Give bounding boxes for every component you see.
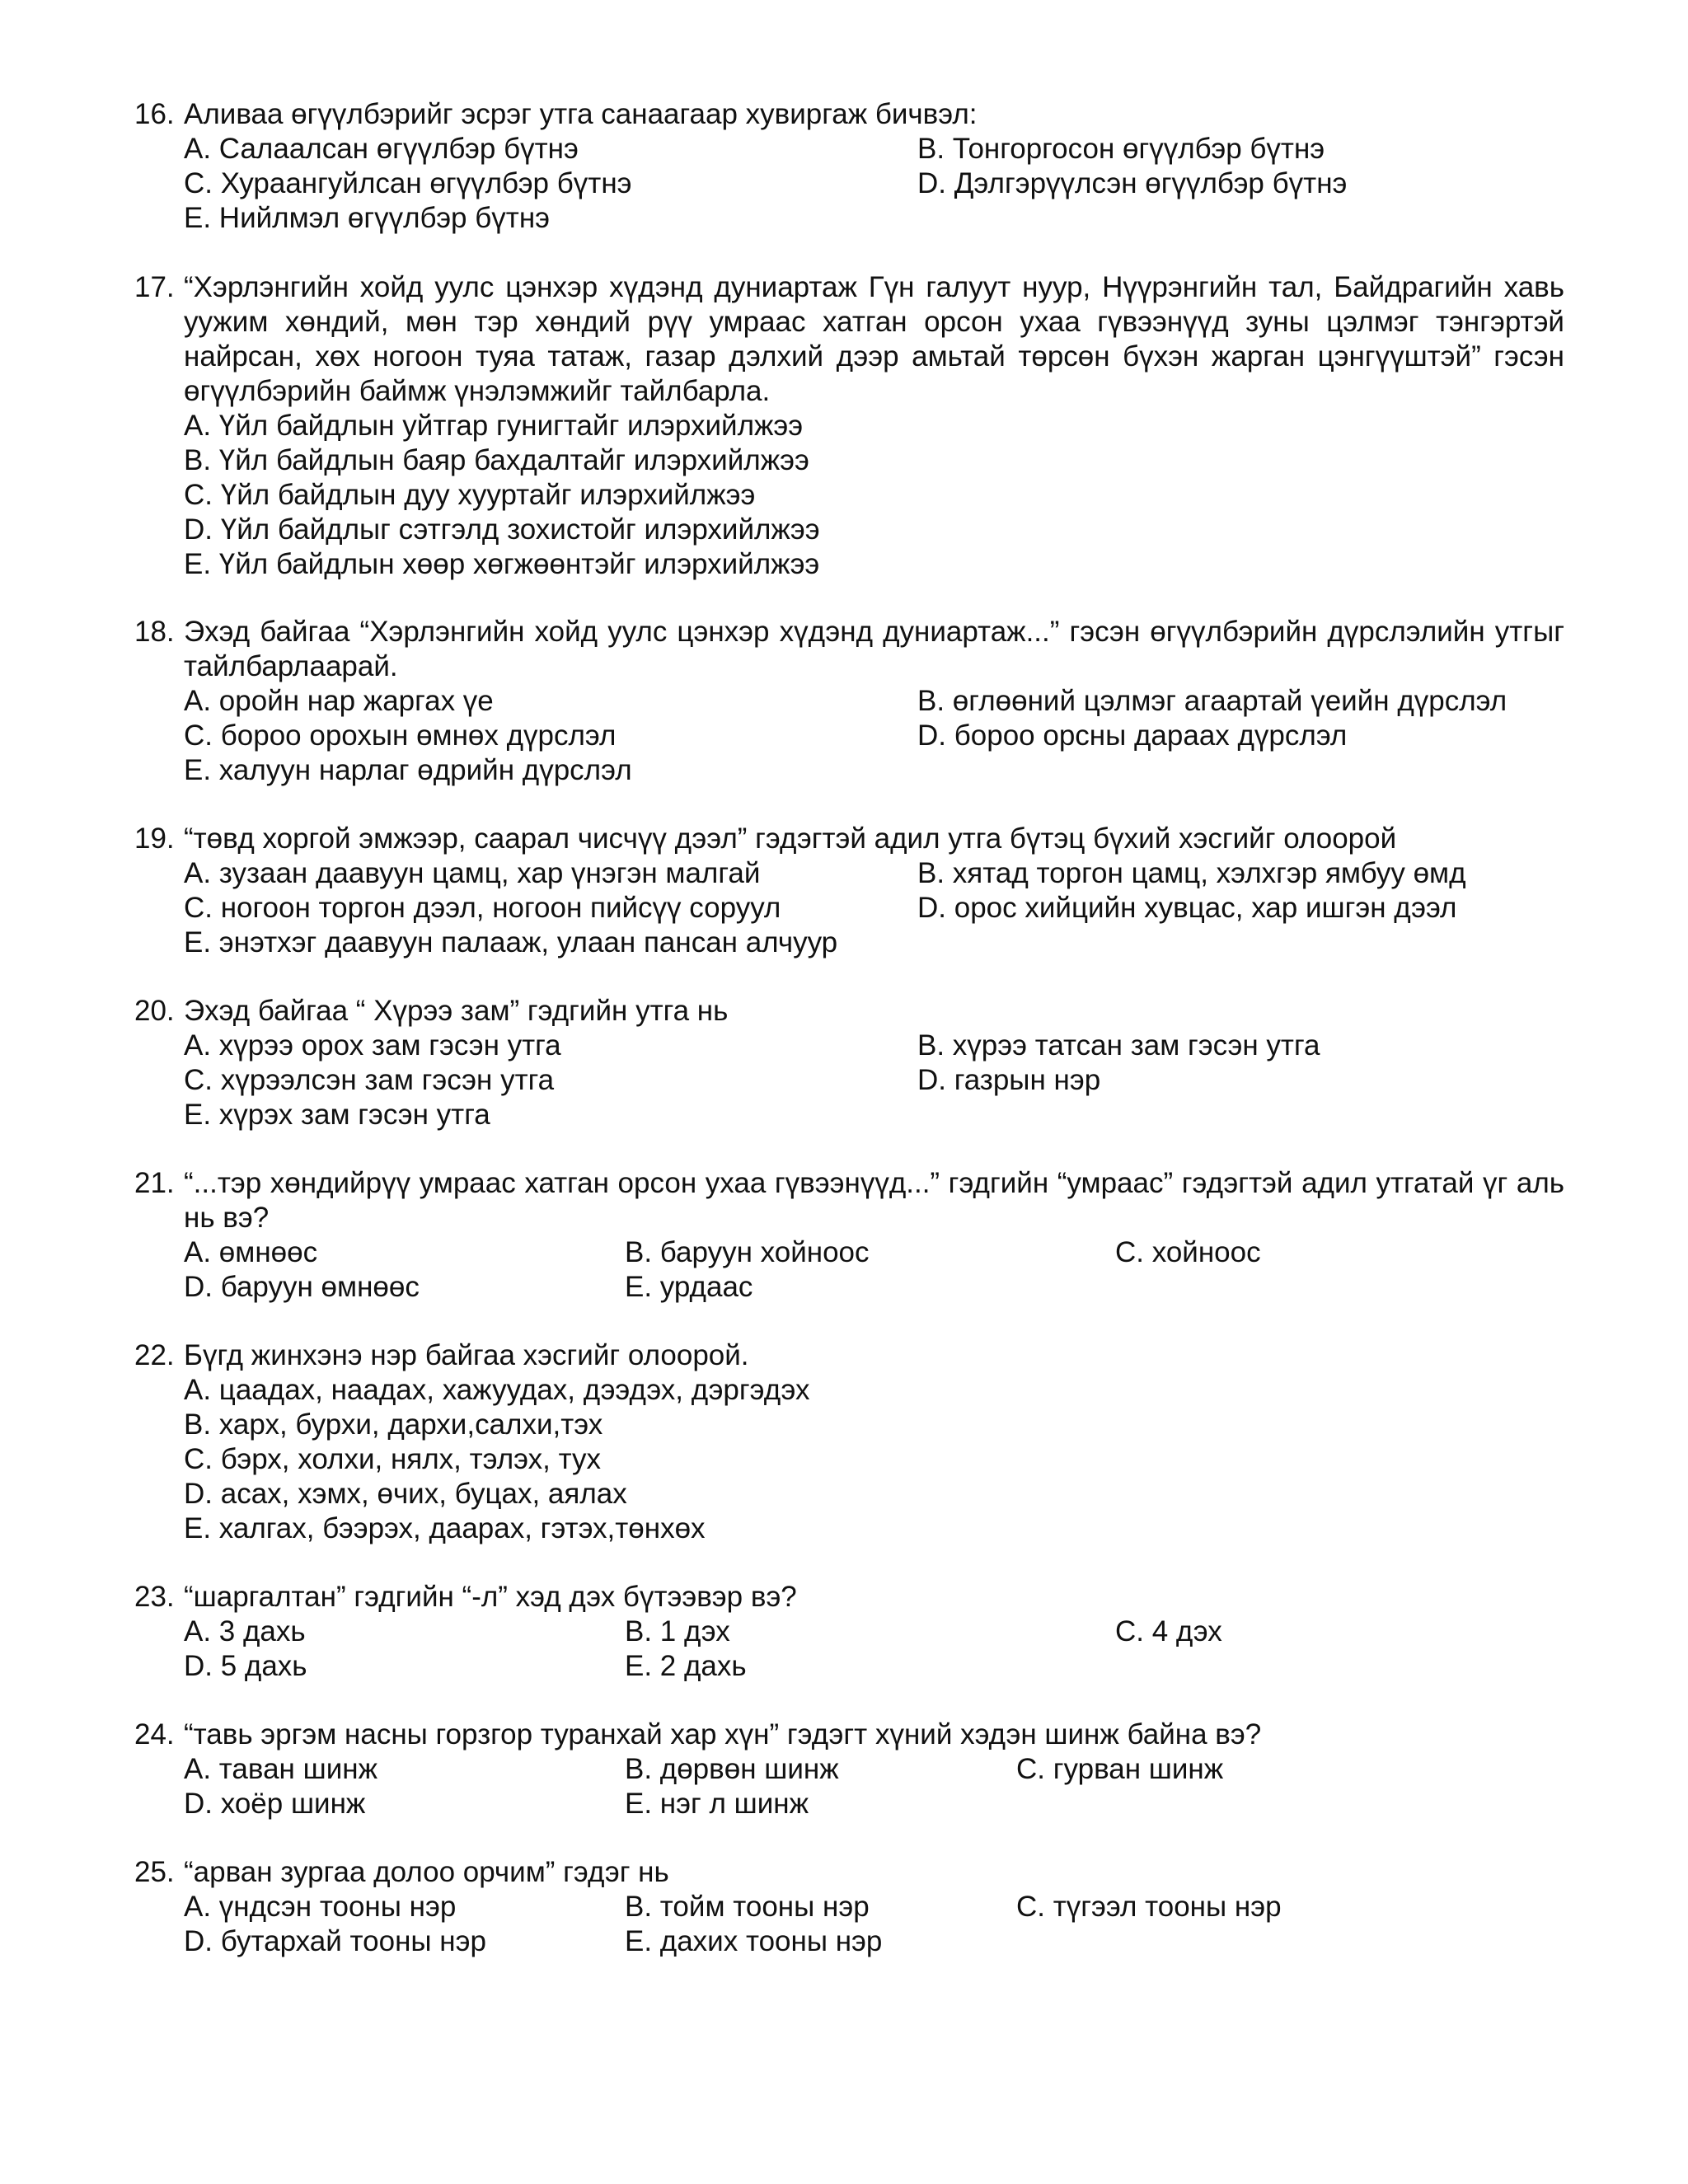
answer-options: [184, 409, 1564, 582]
option-e[interactable]: E. Нийлмэл өгүүлбэр бүтнэ: [184, 202, 551, 234]
question-18: [134, 615, 1564, 788]
option-d[interactable]: D. орос хийцийн хувцас, хар ишгэн дээл: [917, 892, 1457, 924]
question-25: [134, 1855, 1564, 1959]
option-a[interactable]: A. цаадах, наадах, хажуудах, дээдэх, дэргэдэх: [184, 1374, 810, 1406]
option-c[interactable]: C. Хураангуйлсан өгүүлбэр бүтнэ: [184, 167, 632, 199]
option-d[interactable]: D. баруун өмнөөс: [184, 1271, 420, 1303]
question-17: [134, 270, 1564, 582]
question-number: 18.: [134, 616, 175, 648]
option-e[interactable]: E. Үйл байдлын хөөр хөгжөөнтэйг илэрхийлжээ: [184, 548, 820, 580]
answer-options: [184, 1029, 1564, 1132]
question-22: [134, 1338, 1564, 1546]
question-text: “...тэр хөндийрүү умраас хатган орсон ухаа гүвээнүүд...” гэдгийн “умраас” гэдэгтэй адил утгатай үг аль нь вэ?: [184, 1167, 1564, 1234]
answer-options: [184, 1373, 1564, 1546]
option-c[interactable]: C. бороо орохын өмнөх дүрслэл: [184, 719, 617, 752]
option-a[interactable]: A. үндсэн тооны нэр: [184, 1891, 457, 1923]
question-text: Эхэд байгаа “ Хүрээ зам” гэдгийн утга нь: [184, 995, 729, 1027]
option-a[interactable]: A. зузаан даавуун цамц, хар үнэгэн малгай: [184, 857, 761, 889]
option-e[interactable]: E. хүрэх зам гэсэн утга: [184, 1099, 490, 1131]
option-d[interactable]: D. 5 дахь: [184, 1650, 307, 1682]
question-number: 24.: [134, 1718, 175, 1750]
option-b[interactable]: B. Үйл байдлын баяр бахдалтайг илэрхийлжээ: [184, 444, 809, 476]
option-b[interactable]: B. хятад торгон цамц, хэлхгэр ямбуу өмд: [917, 857, 1466, 889]
question-text: “төвд хоргой эмжээр, саарал чисчүү дээл” гэдэгтэй адил утга бүтэц бүхий хэсгийг олоорой: [184, 823, 1397, 855]
option-b[interactable]: B. өглөөний цэлмэг агаартай үеийн дүрслэл: [917, 685, 1507, 717]
question-number: 25.: [134, 1856, 175, 1888]
question-number: 23.: [134, 1581, 175, 1613]
option-b[interactable]: B. Тонгоргосон өгүүлбэр бүтнэ: [917, 133, 1325, 165]
option-e[interactable]: E. 2 дахь: [625, 1650, 747, 1682]
option-c[interactable]: C. 4 дэх: [1115, 1615, 1222, 1647]
answer-options: [184, 684, 1564, 788]
option-b[interactable]: B. тойм тооны нэр: [625, 1891, 870, 1923]
question-number: 16.: [134, 98, 175, 130]
question-text: Эхэд байгаа “Хэрлэнгийн хойд уулс цэнхэр хүдэнд дуниартаж...” гэсэн өгүүлбэрийн дүрслэлийн утгыг тайлбарлаарай.: [184, 616, 1564, 682]
question-23: [134, 1580, 1564, 1684]
option-d[interactable]: D. Үйл байдлыг сэтгэлд зохистойг илэрхийлжээ: [184, 513, 820, 546]
option-a[interactable]: A. Салаалсан өгүүлбэр бүтнэ: [184, 133, 579, 165]
answer-options: [184, 1615, 1564, 1684]
option-a[interactable]: A. оройн нар жаргах үе: [184, 685, 494, 717]
question-number: 22.: [134, 1339, 175, 1371]
question-text: “тавь эргэм насны горзгор туранхай хар хүн” гэдэгт хүний хэдэн шинж байна вэ?: [184, 1718, 1262, 1750]
option-a[interactable]: A. Үйл байдлын уйтгар гунигтайг илэрхийлжээ: [184, 410, 804, 442]
option-e[interactable]: E. урдаас: [625, 1271, 753, 1303]
question-24: [134, 1718, 1564, 1821]
question-20: [134, 994, 1564, 1132]
option-c[interactable]: C. ногоон торгон дээл, ногоон пийсүү соруул: [184, 892, 781, 924]
option-b[interactable]: B. дөрвөн шинж: [625, 1753, 839, 1785]
option-d[interactable]: D. бутархай тооны нэр: [184, 1925, 486, 1957]
option-d[interactable]: D. хоёр шинж: [184, 1788, 366, 1820]
option-e[interactable]: E. энэтхэг даавуун палааж, улаан пансан алчуур: [184, 926, 838, 958]
answer-options: [184, 1890, 1564, 1959]
option-d[interactable]: D. асах, хэмх, өчих, буцах, аялах: [184, 1478, 627, 1510]
option-c[interactable]: C. хүрээлсэн зам гэсэн утга: [184, 1064, 555, 1096]
option-e[interactable]: E. халуун нарлаг өдрийн дүрслэл: [184, 754, 632, 786]
option-a[interactable]: A. 3 дахь: [184, 1615, 306, 1647]
option-d[interactable]: D. газрын нэр: [917, 1064, 1101, 1096]
question-text: “Хэрлэнгийн хойд уулс цэнхэр хүдэнд дуниартаж Гүн галуут нуур, Нүүрэнгийн тал, Байдрагийн хавь уужим хөндий, мөн тэр хөндий рүү умраас хатган орсон ухаа гүвээнүүд зуны цэлмэг тэнгэртэй найрсан, хөх ногоон туяа татаж, газар дэлхий дээр амьтай төрсөн бүхэн жарган цэнгүүштэй” гэсэн өгүүлбэрийн баймж үнэлэмжийг тайлбарла.: [184, 271, 1564, 407]
option-a[interactable]: A. хүрээ орох зам гэсэн утга: [184, 1029, 561, 1062]
answer-options: [184, 1752, 1564, 1821]
option-b[interactable]: B. 1 дэх: [625, 1615, 730, 1647]
question-text: “арван зургаа долоо орчим” гэдэг нь: [184, 1856, 669, 1888]
option-d[interactable]: D. Дэлгэрүүлсэн өгүүлбэр бүтнэ: [917, 167, 1348, 199]
answer-options: [184, 132, 1564, 236]
option-b[interactable]: B. хүрээ татсан зам гэсэн утга: [917, 1029, 1320, 1062]
option-e[interactable]: E. нэг л шинж: [625, 1788, 809, 1820]
answer-options: [184, 856, 1564, 960]
question-number: 21.: [134, 1167, 175, 1199]
option-a[interactable]: A. өмнөөс: [184, 1236, 318, 1268]
option-c[interactable]: C. хойноос: [1115, 1236, 1261, 1268]
question-text: “шаргалтан” гэдгийн “-л” хэд дэх бүтээвэр вэ?: [184, 1581, 797, 1613]
option-a[interactable]: A. таван шинж: [184, 1753, 377, 1785]
question-19: [134, 822, 1564, 960]
question-number: 17.: [134, 271, 175, 303]
question-text: Аливаа өгүүлбэрийг эсрэг утга санаагаар хувиргаж бичвэл:: [184, 98, 978, 130]
question-16: [134, 97, 1564, 236]
answer-options: [184, 1235, 1564, 1305]
question-21: [134, 1166, 1564, 1305]
option-c[interactable]: C. Үйл байдлын дуу хууртайг илэрхийлжээ: [184, 479, 756, 511]
question-number: 19.: [134, 823, 175, 855]
option-e[interactable]: E. халгах, бээрэх, даарах, гэтэх,төнхөх: [184, 1512, 706, 1544]
option-e[interactable]: E. дахих тооны нэр: [625, 1925, 883, 1957]
question-number: 20.: [134, 995, 175, 1027]
option-c[interactable]: C. түгээл тооны нэр: [1016, 1891, 1282, 1923]
option-b[interactable]: B. харх, бурхи, дархи,салхи,тэх: [184, 1408, 603, 1441]
question-text: Бүгд жинхэнэ нэр байгаа хэсгийг олоорой.: [184, 1339, 749, 1371]
option-c[interactable]: C. бэрх, холхи, нялх, тэлэх, тух: [184, 1443, 602, 1475]
option-b[interactable]: B. баруун хойноос: [625, 1236, 870, 1268]
option-c[interactable]: C. гурван шинж: [1016, 1753, 1224, 1785]
option-d[interactable]: D. бороо орсны дараах дүрслэл: [917, 719, 1348, 752]
